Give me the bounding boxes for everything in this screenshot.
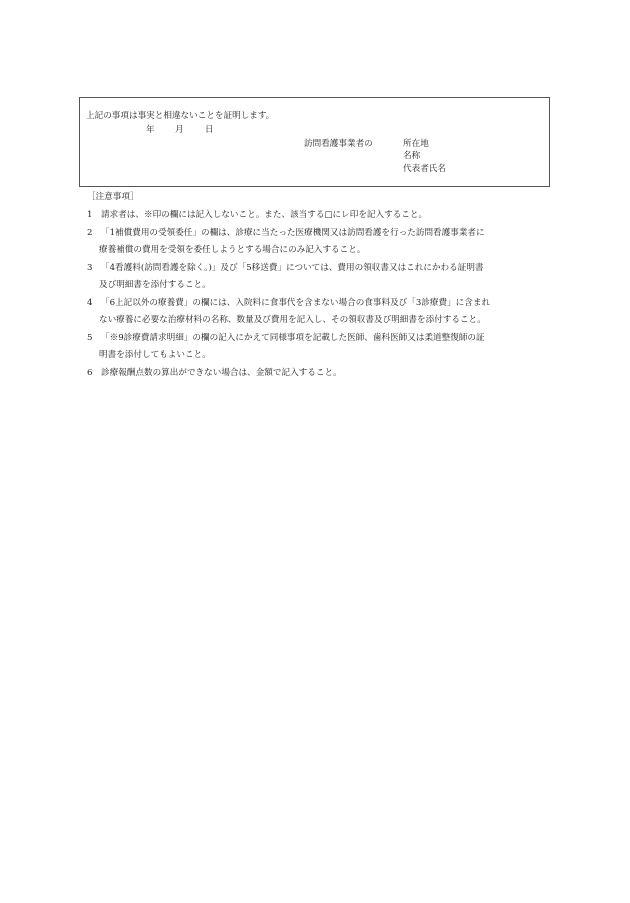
- certification-statement: 上記の事項は事実と相違ないことを証明します。: [86, 111, 275, 121]
- date-day-label: 日: [205, 125, 214, 135]
- note-text: 診療報酬点数の算出ができない場合は、金額で記入すること。: [101, 368, 342, 378]
- note-text-continued: 明書を添付してもよいこと。: [99, 350, 211, 360]
- note-text-continued: 及び明細書を添付すること。: [99, 280, 211, 290]
- note-item-4: [87, 298, 547, 326]
- note-number: 3: [87, 263, 93, 273]
- date-month-label: 月: [175, 125, 184, 135]
- note-item-2: [87, 228, 547, 256]
- note-number: 1: [87, 210, 93, 220]
- provider-label: 訪問看護事業者の: [304, 139, 373, 149]
- note-text: 「※9診療費請求明細」の欄の記入にかえて同様事項を記載した医師、歯科医師又は柔道整復師の証: [101, 333, 485, 343]
- note-text: 「6上記以外の療養費」の欄には、入院料に食事代を含まない場合の食事料及び「3診療費」に含まれ: [101, 298, 491, 308]
- note-item-5: [87, 333, 547, 361]
- note-text-continued: 療養補償の費用を受領を委任しようとする場合にのみ記入すること。: [99, 245, 366, 255]
- note-number: 4: [87, 298, 93, 308]
- note-text: 「1補償費用の受領委任」の欄は、診療に当たった医療機関又は訪問看護を行った訪問看護事業者に: [101, 228, 485, 238]
- note-text-continued: ない療養に必要な治療材料の名称、数量及び費用を記入し、その領収書及び明細書を添付すること。: [99, 315, 486, 325]
- note-text: 請求者は、※印の欄には記入しないこと。また、該当する□にレ印を記入すること。: [101, 210, 428, 220]
- note-text: 「4看護料(訪問看護を除く。)」及び「5移送費」については、費用の領収書又はこれにかわる証明書: [101, 263, 484, 273]
- notes-list: [87, 210, 547, 386]
- note-item-3: [87, 263, 547, 291]
- note-item-1: [87, 210, 547, 221]
- note-number: 5: [87, 333, 93, 343]
- notes-heading: ［注意事項］: [87, 192, 139, 202]
- date-year-label: 年: [146, 125, 155, 135]
- address-label: 所在地: [403, 139, 429, 149]
- note-number: 6: [87, 368, 93, 378]
- name-label: 名称: [403, 151, 421, 161]
- representative-label: 代表者氏名: [403, 164, 446, 174]
- note-number: 2: [87, 228, 93, 238]
- note-item-6: [87, 368, 547, 379]
